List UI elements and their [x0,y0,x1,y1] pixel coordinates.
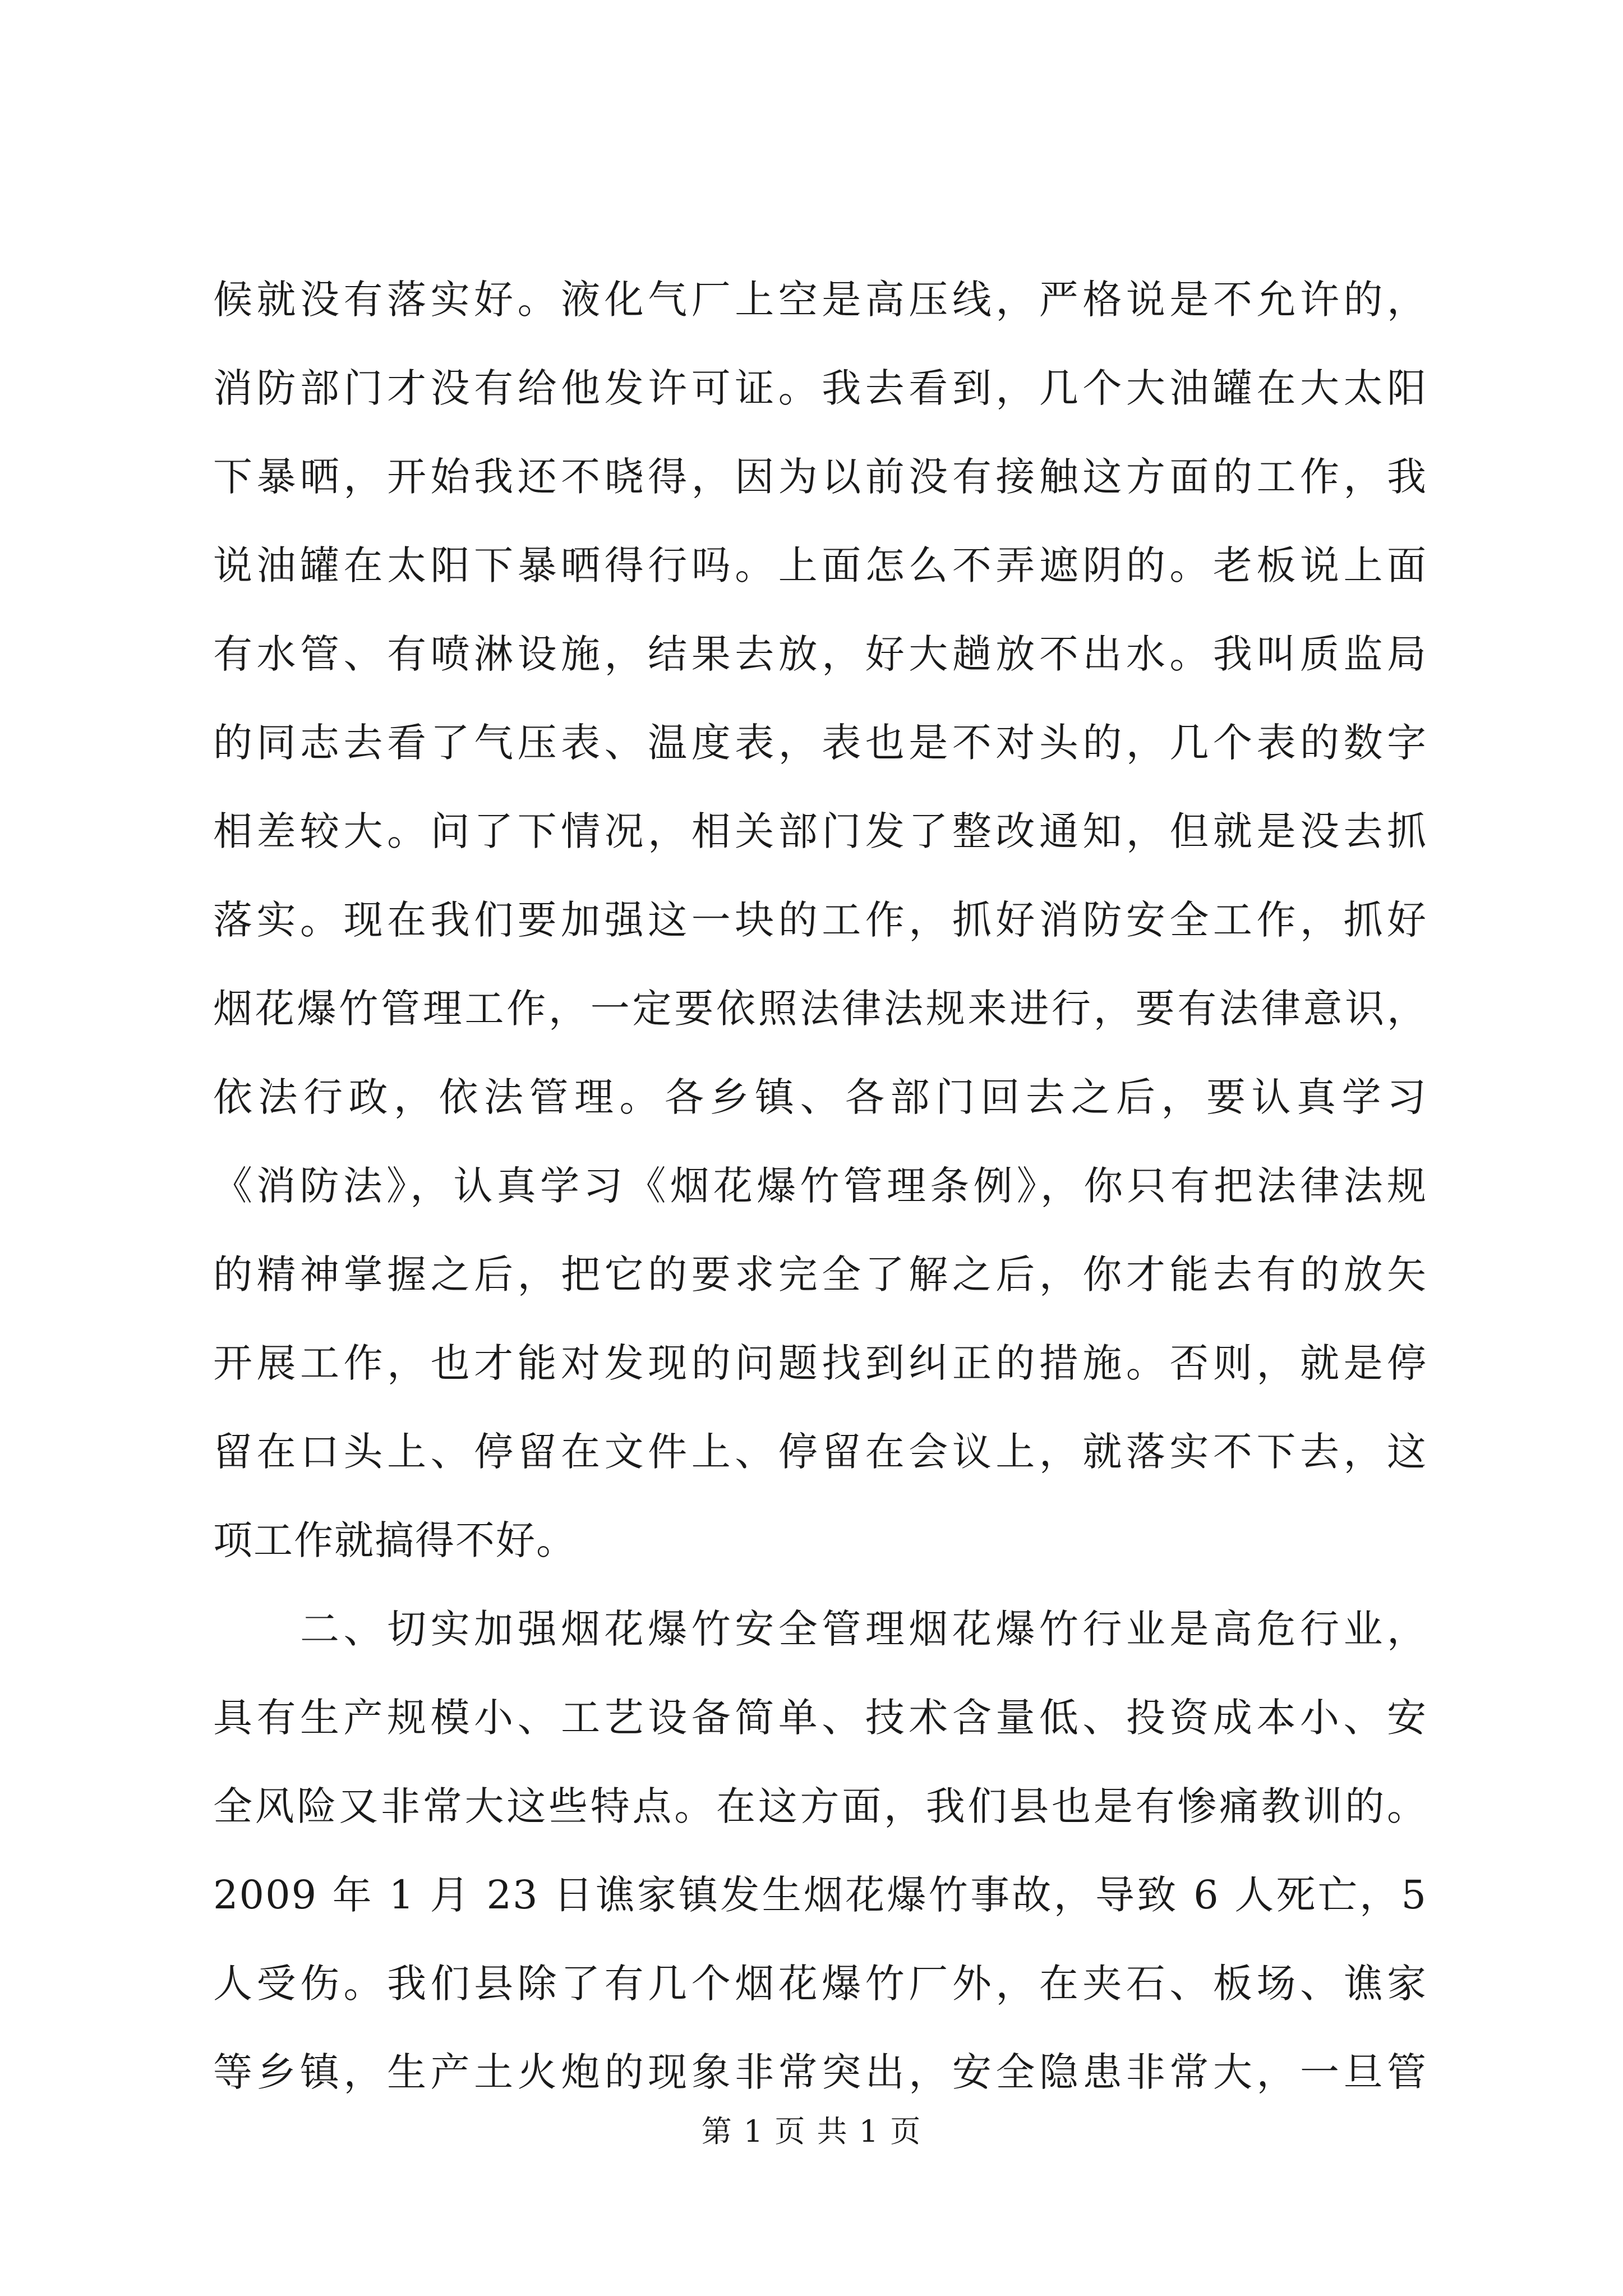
text-line-13: 开展工作，也才能对发现的问题找到纠正的措施。否则，就是停 [213,1340,1427,1386]
text-line-7: 相差较大。问了下情况，相关部门发了整改通知，但就是没去抓 [213,808,1427,854]
text-line-14: 留在口头上、停留在文件上、停留在会议上，就落实不下去，这 [213,1429,1427,1475]
text-line-9: 烟花爆竹管理工作，一定要依照法律法规来进行，要有法律意识， [213,986,1427,1032]
text-line-5: 有水管、有喷淋设施，结果去放，好大趟放不出水。我叫质监局 [213,631,1427,677]
text-line-6: 的同志去看了气压表、温度表，表也是不对头的，几个表的数字 [213,720,1427,766]
text-line-8: 落实。现在我们要加强这一块的工作，抓好消防安全工作，抓好 [213,897,1427,943]
text-line-17: 具有生产规模小、工艺设备简单、技术含量低、投资成本小、安 [213,1695,1427,1741]
text-line-20: 人受伤。我们县除了有几个烟花爆竹厂外，在夹石、板场、谯家 [213,1961,1427,2007]
section-heading-line: 二、切实加强烟花爆竹安全管理烟花爆竹行业是高危行业， [213,1606,1427,1652]
text-line-15: 项工作就搞得不好。 [213,1517,577,1563]
text-line-1: 候就没有落实好。液化气厂上空是高压线，严格说是不允许的， [213,277,1427,323]
text-line-11: 《消防法》，认真学习《烟花爆竹管理条例》，你只有把法律法规 [213,1163,1427,1209]
text-line-4: 说油罐在太阳下暴晒得行吗。上面怎么不弄遮阴的。老板说上面 [213,542,1427,588]
text-line-12: 的精神掌握之后，把它的要求完全了解之后，你才能去有的放矢 [213,1251,1427,1297]
text-line-3: 下暴晒，开始我还不晓得，因为以前没有接触这方面的工作，我 [213,454,1427,500]
text-line-10: 依法行政，依法管理。各乡镇、各部门回去之后，要认真学习 [213,1074,1427,1120]
text-line-2: 消防部门才没有给他发许可证。我去看到，几个大油罐在大太阳 [213,365,1427,411]
text-line-19: 2009 年 1 月 23 日谯家镇发生烟花爆竹事故，导致 6 人死亡，5 [213,1872,1427,1918]
page-number-footer: 第 1 页 共 1 页 [701,2114,922,2149]
text-line-18: 全风险又非常大这些特点。在这方面，我们县也是有惨痛教训的。 [213,1783,1427,1829]
document-body [213,255,1427,2116]
text-line-21: 等乡镇，生产土火炮的现象非常突出，安全隐患非常大，一旦管 [213,2049,1427,2095]
